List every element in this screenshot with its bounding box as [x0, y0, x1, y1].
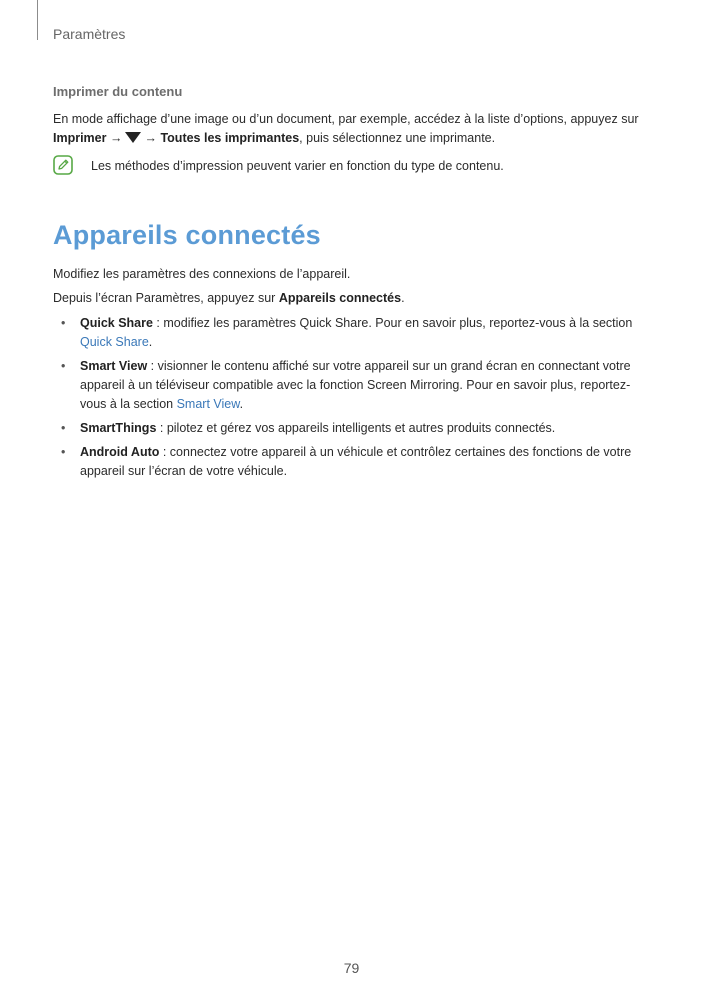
item-term: Smart View: [80, 359, 148, 373]
note-text: Les méthodes d’impression peuvent varier en fonction du type de contenu.: [91, 159, 504, 173]
arrow-1: →: [109, 131, 123, 145]
connected-devices-list: [53, 314, 653, 486]
bullet-dot: •: [61, 421, 66, 435]
header-rule: [37, 0, 38, 40]
section-path: [53, 289, 653, 308]
item-text: : visionner le contenu affiché sur votre appareil sur un grand écran en connectant votre appareil à un téléviseur compatible avec la fonction Screen Mirroring. Pour en savoir plus, reportez-vous à la section: [80, 359, 631, 411]
path-prefix: Depuis l’écran Paramètres, appuyez sur: [53, 291, 279, 305]
subsection-title-print: Imprimer du contenu: [53, 84, 183, 99]
running-header: Paramètres: [53, 26, 126, 42]
section-intro: Modifiez les paramètres des connexions de l’appareil.: [53, 267, 351, 281]
triangle-down-icon: [125, 132, 141, 143]
note-pencil-icon: [53, 155, 73, 175]
item-text: : connectez votre appareil à un véhicule et contrôlez certaines des fonctions de votre appareil sur l’écran de votre véhicule.: [80, 445, 632, 478]
path-suffix: .: [401, 291, 405, 305]
section-title: Appareils connectés: [53, 220, 321, 250]
print-line2-tail: , puis sélectionnez une imprimante.: [299, 131, 496, 145]
item-term: SmartThings: [80, 421, 157, 435]
bullet-dot: •: [61, 316, 66, 330]
bullet-dot: •: [61, 359, 66, 373]
page-number: 79: [343, 960, 360, 976]
list-item-smartthings: [53, 419, 646, 438]
list-item-smart-view: [53, 357, 646, 414]
list-item-quick-share: [53, 314, 646, 352]
item-term: Android Auto: [80, 445, 160, 459]
item-term: Quick Share: [80, 316, 153, 330]
bullet-dot: •: [61, 445, 66, 459]
path-bold: Appareils connectés: [278, 291, 402, 305]
list-item-android-auto: [53, 443, 646, 481]
link-quick-share[interactable]: Quick Share: [80, 335, 149, 349]
item-text: : modifiez les paramètres Quick Share. Pour en savoir plus, reportez-vous à la section: [152, 316, 633, 330]
print-instructions-line1: En mode affichage d’une image ou d’un document, par exemple, accédez à la liste d’options, appuyez sur: [53, 112, 639, 126]
imprimer-label: Imprimer: [53, 131, 107, 145]
item-tail: .: [148, 335, 153, 349]
item-text: : pilotez et gérez vos appareils intelligents et autres produits connectés.: [156, 421, 556, 435]
note: [53, 155, 653, 177]
all-printers-label: Toutes les imprimantes: [160, 131, 300, 145]
print-instructions-line2: [53, 129, 653, 148]
item-tail: .: [239, 397, 244, 411]
arrow-2: →: [144, 131, 157, 145]
link-smart-view[interactable]: Smart View: [176, 397, 240, 411]
